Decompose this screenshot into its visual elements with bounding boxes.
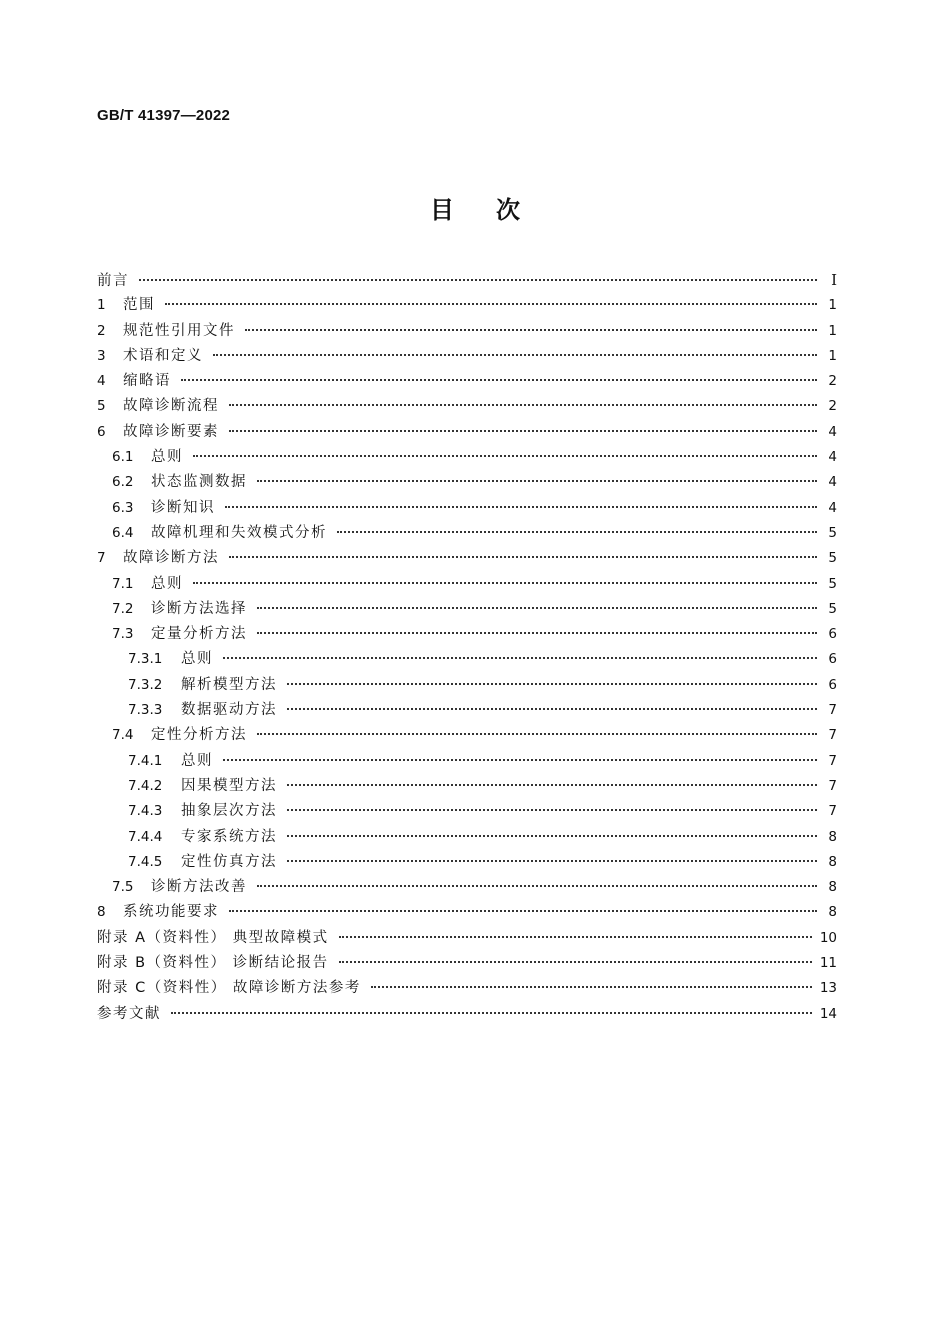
toc-leader [245, 329, 817, 331]
toc-number: 7.3.2 [128, 676, 163, 693]
toc-row[interactable] [97, 572, 837, 597]
toc-row[interactable] [97, 344, 837, 369]
toc-leader [193, 455, 817, 457]
toc-label: 附录 A（资料性） 典型故障模式 [97, 929, 329, 946]
toc-row[interactable] [97, 1002, 837, 1027]
toc-page: 7 [828, 803, 837, 820]
toc-row[interactable] [97, 723, 837, 748]
toc-label: 参考文献 [97, 1005, 161, 1022]
toc-number: 7.4.4 [128, 828, 163, 845]
toc-page: 8 [828, 853, 837, 870]
toc-label: 总则 [151, 575, 183, 592]
toc-row[interactable] [97, 875, 837, 900]
toc-page: 7 [828, 727, 837, 744]
toc-page: 5 [828, 524, 837, 541]
toc-row[interactable] [97, 394, 837, 419]
toc-label: 解析模型方法 [181, 676, 277, 693]
toc-row[interactable] [97, 496, 837, 521]
toc-page: 1 [828, 347, 837, 364]
toc-leader [257, 607, 817, 609]
toc-label: 附录 C（资料性） 故障诊断方法参考 [97, 980, 361, 997]
toc-label: 定量分析方法 [151, 626, 247, 643]
toc-label: 状态监测数据 [151, 474, 247, 491]
toc-page: 6 [828, 676, 837, 693]
toc-label: 术语和定义 [123, 347, 203, 364]
toc-row[interactable] [97, 420, 837, 445]
toc-number: 5 [97, 398, 106, 415]
toc-page: 2 [828, 373, 837, 390]
toc-leader [339, 961, 812, 963]
toc-number: 7 [97, 550, 106, 567]
toc-row[interactable] [97, 369, 837, 394]
toc-row[interactable] [97, 546, 837, 571]
toc-label: 诊断方法改善 [151, 879, 247, 896]
toc-leader [287, 784, 817, 786]
page-title [0, 190, 950, 225]
toc-page: 4 [828, 474, 837, 491]
toc-number: 4 [97, 373, 106, 390]
toc-row[interactable] [97, 445, 837, 470]
toc-page: 7 [828, 777, 837, 794]
toc-label: 总则 [181, 752, 213, 769]
toc-row[interactable] [97, 749, 837, 774]
toc-row[interactable] [97, 698, 837, 723]
toc-page: 1 [828, 322, 837, 339]
toc-leader [181, 379, 817, 381]
toc-page: 5 [828, 600, 837, 617]
toc-label: 故障诊断流程 [123, 398, 219, 415]
toc-label: 前言 [97, 273, 129, 289]
toc-page: 13 [819, 980, 837, 997]
toc-number: 2 [97, 322, 106, 339]
toc-leader [171, 1012, 812, 1014]
toc-page: 5 [828, 550, 837, 567]
toc-leader [165, 303, 817, 305]
toc-number: 7.4.1 [128, 752, 163, 769]
toc-number: 1 [97, 297, 106, 314]
toc-page: 11 [819, 955, 837, 972]
toc-number: 6.4 [112, 524, 134, 541]
toc-number: 7.4.3 [128, 803, 163, 820]
toc-number: 7.1 [112, 575, 134, 592]
toc-label: 附录 B（资料性） 诊断结论报告 [97, 955, 329, 972]
toc-label: 故障机理和失效模式分析 [151, 524, 327, 541]
table-of-contents [97, 268, 837, 1027]
toc-number: 6.1 [112, 449, 134, 466]
toc-number: 7.4 [112, 727, 134, 744]
toc-page: 14 [819, 1005, 837, 1022]
toc-number: 7.3.3 [128, 702, 163, 719]
toc-leader [337, 531, 817, 533]
toc-number: 7.4.2 [128, 777, 163, 794]
toc-page: 4 [828, 423, 837, 440]
toc-leader [257, 480, 817, 482]
toc-number: 7.3 [112, 626, 134, 643]
toc-leader [229, 430, 817, 432]
toc-leader [229, 910, 817, 912]
toc-page: 8 [828, 879, 837, 896]
toc-leader [287, 835, 817, 837]
toc-label: 定性仿真方法 [181, 853, 277, 870]
toc-leader [287, 860, 817, 862]
toc-page: 1 [828, 297, 837, 314]
toc-label: 诊断方法选择 [151, 600, 247, 617]
toc-page: 6 [828, 651, 837, 668]
toc-row[interactable] [97, 470, 837, 495]
toc-number: 7.2 [112, 600, 134, 617]
toc-number: 7.5 [112, 879, 134, 896]
toc-number: 6.3 [112, 499, 134, 516]
toc-row[interactable] [97, 774, 837, 799]
toc-page: 8 [828, 828, 837, 845]
toc-number: 7.3.1 [128, 651, 163, 668]
toc-page: 10 [819, 929, 837, 946]
toc-label: 因果模型方法 [181, 777, 277, 794]
toc-row[interactable] [97, 850, 837, 875]
toc-row[interactable] [97, 951, 837, 976]
toc-number: 3 [97, 347, 106, 364]
toc-leader [213, 354, 817, 356]
toc-row[interactable] [97, 900, 837, 925]
toc-page: 7 [828, 702, 837, 719]
toc-leader [225, 506, 817, 508]
toc-label: 定性分析方法 [151, 727, 247, 744]
toc-leader [229, 556, 817, 558]
toc-leader [193, 582, 817, 584]
toc-label: 诊断知识 [151, 499, 215, 516]
toc-page: 5 [828, 575, 837, 592]
toc-label: 总则 [151, 449, 183, 466]
toc-row[interactable] [97, 622, 837, 647]
toc-number: 6.2 [112, 474, 134, 491]
toc-row[interactable] [97, 521, 837, 546]
toc-leader [223, 759, 817, 761]
toc-leader [139, 279, 817, 281]
toc-label: 总则 [181, 651, 213, 668]
toc-row[interactable] [97, 673, 837, 698]
toc-row[interactable] [97, 319, 837, 344]
toc-page: 4 [828, 499, 837, 516]
toc-row[interactable] [97, 926, 837, 951]
toc-leader [223, 657, 817, 659]
toc-label: 故障诊断方法 [123, 550, 219, 567]
toc-row[interactable] [97, 597, 837, 622]
toc-leader [257, 885, 817, 887]
toc-label: 系统功能要求 [123, 904, 219, 921]
toc-leader [371, 986, 812, 988]
toc-leader [287, 708, 817, 710]
toc-page: 6 [828, 626, 837, 643]
toc-label: 专家系统方法 [181, 828, 277, 845]
toc-leader [287, 683, 817, 685]
toc-page: 4 [828, 449, 837, 466]
toc-label: 数据驱动方法 [181, 702, 277, 719]
toc-row[interactable] [97, 647, 837, 672]
toc-label: 故障诊断要素 [123, 423, 219, 440]
toc-leader [339, 936, 812, 938]
toc-number: 8 [97, 904, 106, 921]
toc-number: 6 [97, 423, 106, 440]
toc-leader [257, 632, 817, 634]
toc-row[interactable] [97, 268, 837, 293]
toc-leader [257, 733, 817, 735]
toc-page: I [831, 271, 837, 289]
toc-row[interactable] [97, 825, 837, 850]
toc-number: 7.4.5 [128, 853, 163, 870]
toc-label: 抽象层次方法 [181, 803, 277, 820]
toc-label: 缩略语 [123, 373, 171, 390]
toc-row[interactable] [97, 293, 837, 318]
toc-page: 2 [828, 398, 837, 415]
toc-page: 7 [828, 752, 837, 769]
toc-leader [229, 404, 817, 406]
toc-label: 范围 [123, 297, 155, 314]
toc-leader [287, 809, 817, 811]
title-char-2: 次 [496, 196, 520, 224]
title-char-1: 目 [430, 196, 454, 224]
toc-label: 规范性引用文件 [123, 322, 235, 339]
standard-code: GB/T 41397—2022 [97, 107, 231, 124]
toc-row[interactable] [97, 799, 837, 824]
toc-row[interactable] [97, 976, 837, 1001]
toc-page: 8 [828, 904, 837, 921]
